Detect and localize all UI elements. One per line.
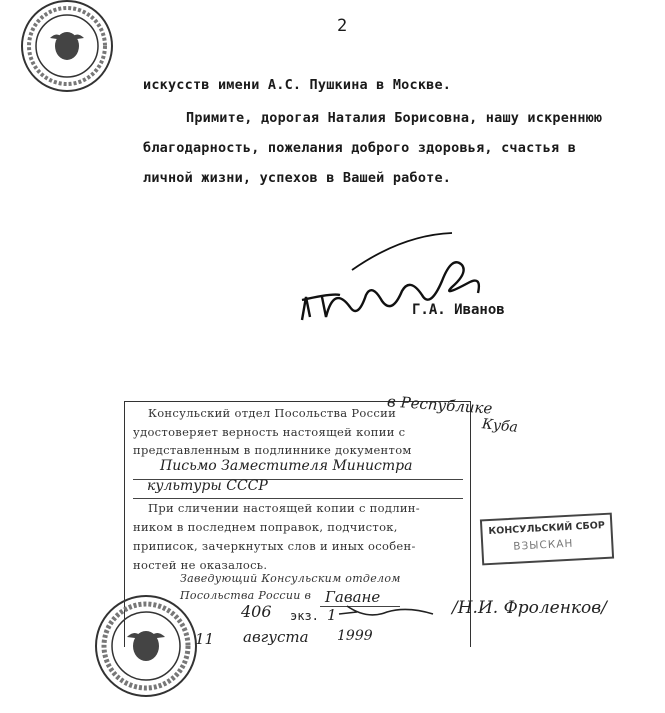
copy-count-hand: 1 [327, 606, 337, 624]
cert-head-1: Заведующий Консульским отделом [180, 572, 401, 585]
eagle-emblem-icon [127, 631, 165, 661]
cert-line-1: Консульский отдел Посольства России [148, 406, 397, 420]
copy-label: экз. [290, 609, 319, 623]
ivanov-signature [292, 225, 492, 335]
cert-doc-hand-1: Письмо Заместителя Министра [160, 458, 413, 474]
letter-line-3: благодарность, пожелания доброго здоровья, счастья в [143, 140, 577, 156]
cert-doc-hand-2: культуры СССР [147, 478, 268, 494]
fee-stamp-line-1: КОНСУЛЬСКИЙ СБОР [488, 519, 606, 538]
eagle-emblem-icon [50, 32, 84, 60]
cert-line-5: ником в последнем поправок, подчисток, [133, 520, 398, 534]
copy-number-hand: 406 [241, 602, 272, 621]
embassy-seal-top [14, 0, 120, 100]
cert-city-hand: Гаване [325, 588, 381, 606]
official-initials-signature [337, 602, 437, 626]
date-year-hand: 1999 [337, 628, 373, 644]
date-day-hand: 11 [195, 630, 215, 648]
page-number: 2 [337, 16, 348, 36]
cert-line-7: ностей не оказалось. [133, 558, 268, 572]
cert-country-hand-2: Куба [481, 416, 519, 436]
cert-line-4: При сличении настоящей копии с подлин- [148, 501, 420, 515]
cert-line-2: удостоверяет верность настоящей копии с [133, 425, 406, 439]
embassy-seal-bottom [92, 592, 200, 700]
signatory-name: Г.А. Иванов [412, 302, 505, 318]
date-month-hand: августа [243, 628, 309, 646]
letter-line-1: искусств имени А.С. Пушкина в Москве. [143, 77, 452, 93]
cert-line-3: представленным в подлиннике документом [133, 443, 412, 457]
cert-head-2: Посольства России в [180, 589, 312, 602]
official-name-hand: /Н.И. Фроленков/ [452, 598, 607, 618]
cert-country-hand: в Республике [386, 392, 493, 418]
letter-line-4: личной жизни, успехов в Вашей работе. [143, 170, 452, 186]
consular-fee-stamp [480, 513, 614, 566]
fee-stamp-line-2: ВЗЫСКАН [513, 537, 574, 553]
letter-line-2: Примите, дорогая Наталия Борисовна, нашу искреннюю [186, 110, 603, 126]
cert-line-6: приписок, зачеркнутых слов и иных особен- [133, 539, 416, 553]
